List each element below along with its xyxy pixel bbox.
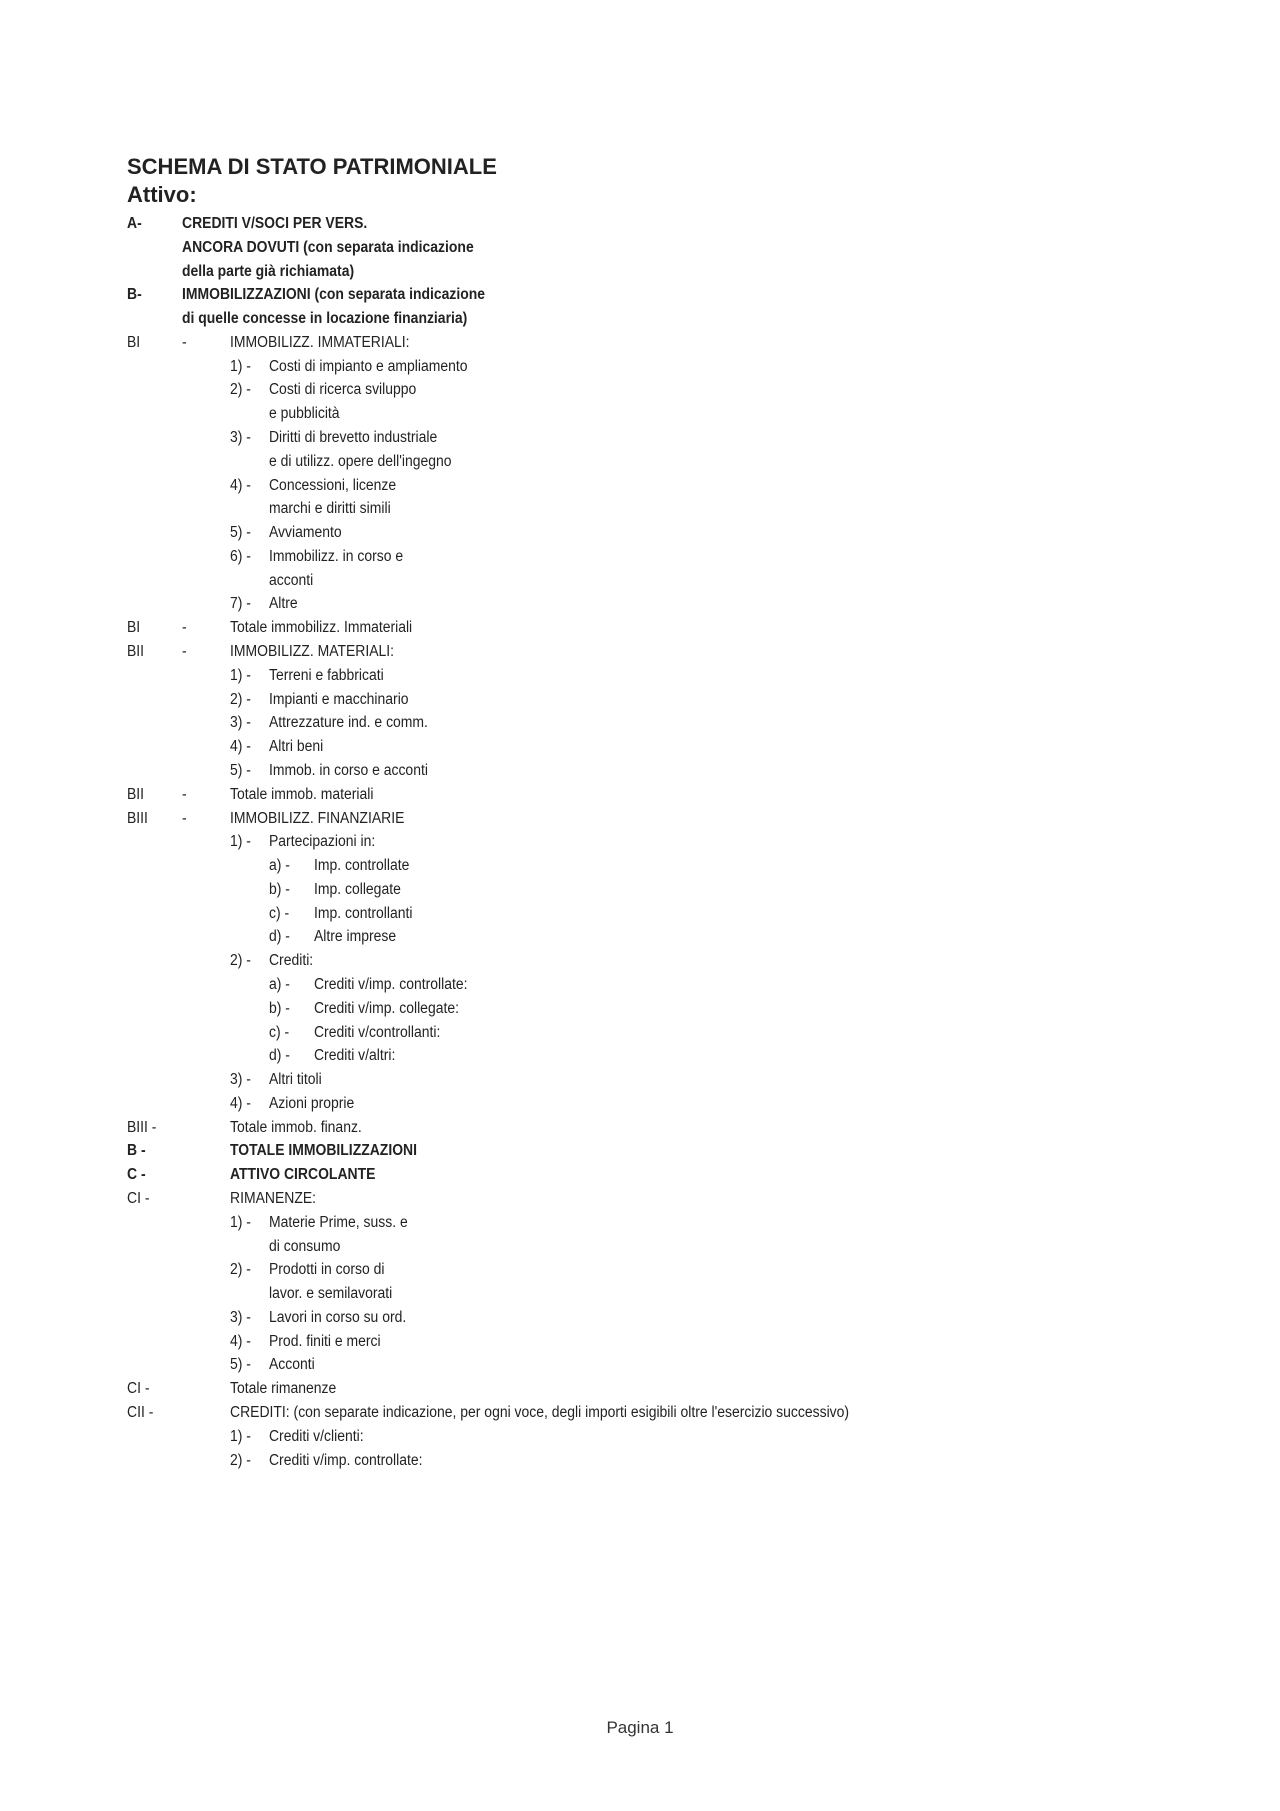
item-label: CREDITI: (con separate indicazione, per ogni voce, degli importi esigibili oltre l'esercizio successivo) [229, 1404, 850, 1421]
outline-line [0, 545, 1152, 569]
item-label: Altre [268, 595, 298, 613]
item-label: IMMOBILIZZ. MATERIALI: [229, 643, 395, 661]
item-number: 1) - [229, 1427, 251, 1445]
item-label: ANCORA DOVUTI (con separata indicazione [181, 238, 474, 256]
outline-line [0, 973, 1152, 997]
item-number: 3) - [229, 1308, 251, 1326]
item-label: IMMOBILIZZAZIONI (con separata indicazione [181, 286, 486, 304]
section-code: B- [126, 286, 142, 304]
item-label: Crediti v/clienti: [268, 1427, 364, 1445]
outline-line [0, 711, 1152, 735]
item-label: Totale rimanenze [229, 1380, 337, 1398]
outline-line [0, 378, 1152, 402]
item-number: 1) - [229, 357, 251, 375]
item-label: Partecipazioni in: [268, 833, 376, 851]
section-code: B - [126, 1142, 146, 1160]
item-number: 1) - [229, 666, 251, 684]
section-code: BI [126, 619, 141, 637]
item-label: CREDITI V/SOCI PER VERS. [181, 215, 368, 232]
section-code: CI - [126, 1189, 150, 1207]
outline-line [0, 1235, 1152, 1259]
item-number: 5) - [229, 524, 251, 542]
page-number: Pagina 1 [606, 1718, 674, 1737]
item-label: Diritti di brevetto industriale [268, 429, 438, 447]
item-label: Crediti v/imp. collegate: [313, 999, 459, 1017]
outline-line [0, 1187, 1152, 1211]
outline-line [0, 426, 1152, 450]
item-label: Concessioni, licenze [268, 476, 397, 494]
item-label: Totale immobilizz. Immateriali [229, 619, 413, 637]
item-label: Costi di impianto e ampliamento [268, 357, 468, 375]
item-label: marchi e diritti simili [268, 500, 391, 518]
outline-line [0, 1401, 1152, 1425]
item-label: IMMOBILIZZ. FINANZIARIE [229, 809, 405, 827]
item-label: Altri beni [268, 738, 324, 756]
outline-line [0, 1330, 1152, 1354]
outline-line [0, 1258, 1152, 1282]
outline-line [0, 616, 1152, 640]
item-label: Terreni e fabbricati [268, 666, 384, 684]
item-label: TOTALE IMMOBILIZZAZIONI [229, 1142, 418, 1160]
item-label: Crediti v/altri: [313, 1047, 396, 1065]
separator: - [181, 785, 187, 803]
item-number: c) - [268, 1023, 290, 1041]
item-label: Materie Prime, suss. e [268, 1213, 408, 1231]
outline-line [0, 236, 1152, 260]
outline-line [0, 497, 1152, 521]
item-number: 4) - [229, 1332, 251, 1350]
item-label: Immob. in corso e acconti [268, 761, 428, 779]
item-number: 3) - [229, 1071, 251, 1089]
section-code: BI [126, 333, 141, 351]
outline-line [0, 902, 1152, 926]
item-label: lavor. e semilavorati [268, 1285, 393, 1303]
item-number: 6) - [229, 547, 251, 565]
item-number: b) - [268, 880, 290, 898]
item-label: Azioni proprie [268, 1094, 355, 1112]
outline-line [0, 640, 1152, 664]
outline-line [0, 664, 1152, 688]
outline-line [0, 1021, 1152, 1045]
outline-line [0, 1044, 1152, 1068]
item-number: a) - [268, 857, 290, 875]
outline-line [0, 1211, 1152, 1235]
item-number: d) - [268, 1047, 290, 1065]
item-number: 2) - [229, 381, 251, 399]
outline-line [0, 402, 1152, 426]
outline-line [0, 854, 1152, 878]
outline-line [0, 450, 1152, 474]
outline-line [0, 878, 1152, 902]
separator: - [181, 619, 187, 637]
item-number: 2) - [229, 1261, 251, 1279]
page-title: SCHEMA DI STATO PATRIMONIALE [127, 154, 497, 179]
item-label: Altri titoli [268, 1071, 322, 1089]
section-code: A- [126, 215, 142, 232]
outline-line [0, 783, 1152, 807]
item-label: di quelle concesse in locazione finanziaria) [181, 310, 468, 328]
outline-line [0, 569, 1152, 593]
item-label: Prodotti in corso di [268, 1261, 385, 1279]
item-label: RIMANENZE: [229, 1189, 317, 1207]
section-code: BIII [126, 809, 148, 827]
outline-line [0, 260, 1152, 284]
item-label: IMMOBILIZZ. IMMATERIALI: [229, 333, 410, 351]
section-code: BIII - [126, 1118, 157, 1136]
separator: - [181, 333, 187, 351]
item-number: 5) - [229, 1356, 251, 1374]
item-label: Imp. controllanti [313, 904, 413, 922]
outline-line [0, 1282, 1152, 1306]
outline-line [0, 1377, 1152, 1401]
outline-line [0, 759, 1152, 783]
item-label: Altre imprese [313, 928, 397, 946]
item-label: Imp. collegate [313, 880, 401, 898]
outline-line [0, 331, 1152, 355]
section-code: BII [126, 785, 145, 803]
item-label: Totale immob. materiali [229, 785, 374, 803]
item-number: 4) - [229, 476, 251, 494]
outline-line [0, 212, 1152, 236]
outline-line [0, 355, 1152, 379]
outline-line [0, 925, 1152, 949]
separator: - [181, 643, 187, 661]
section-code: C - [126, 1166, 146, 1184]
item-label: e pubblicità [268, 405, 340, 423]
section-code: CI - [126, 1380, 150, 1398]
item-label: Immobilizz. in corso e [268, 547, 404, 565]
item-label: Attrezzature ind. e comm. [268, 714, 428, 732]
outline-line [0, 807, 1152, 831]
item-label: Costi di ricerca sviluppo [268, 381, 417, 399]
outline-line [0, 830, 1152, 854]
outline-line [0, 474, 1152, 498]
item-number: c) - [268, 904, 290, 922]
item-number: 3) - [229, 429, 251, 447]
outline-line [0, 949, 1152, 973]
outline-line [0, 735, 1152, 759]
outline-line [0, 1306, 1152, 1330]
item-number: 1) - [229, 1213, 251, 1231]
item-label: di consumo [268, 1237, 341, 1255]
item-label: acconti [268, 571, 314, 589]
item-label: Totale immob. finanz. [229, 1118, 362, 1136]
item-label: ATTIVO CIRCOLANTE [229, 1166, 376, 1184]
item-number: 4) - [229, 738, 251, 756]
item-number: 5) - [229, 761, 251, 779]
item-label: Avviamento [268, 524, 342, 542]
outline-line [0, 1353, 1152, 1377]
item-label: della parte già richiamata) [181, 262, 355, 280]
item-number: 1) - [229, 833, 251, 851]
item-number: 2) - [229, 1451, 251, 1469]
item-label: Crediti v/controllanti: [313, 1023, 441, 1041]
item-number: d) - [268, 928, 290, 946]
item-label: Crediti: [268, 952, 314, 970]
outline-line [0, 307, 1152, 331]
item-label: e di utilizz. opere dell'ingegno [268, 452, 452, 470]
item-number: 2) - [229, 952, 251, 970]
section-code: CII - [126, 1404, 154, 1421]
outline-line [0, 283, 1152, 307]
outline-line [0, 1068, 1152, 1092]
item-label: Prod. finiti e merci [268, 1332, 381, 1350]
item-label: Impianti e macchinario [268, 690, 409, 708]
item-number: 2) - [229, 690, 251, 708]
outline-line [0, 1163, 1152, 1187]
outline-line [0, 1449, 1152, 1473]
outline-line [0, 1092, 1152, 1116]
item-label: Crediti v/imp. controllate: [313, 975, 468, 993]
outline-line [0, 521, 1152, 545]
item-label: Imp. controllate [313, 857, 410, 875]
section-code: BII [126, 643, 145, 661]
outline-line [0, 592, 1152, 616]
item-label: Acconti [268, 1356, 315, 1374]
item-number: a) - [268, 975, 290, 993]
outline-line [0, 1425, 1152, 1449]
outline-line [0, 997, 1152, 1021]
section-heading: Attivo: [127, 182, 197, 207]
item-number: 3) - [229, 714, 251, 732]
item-label: Crediti v/imp. controllate: [268, 1451, 423, 1469]
outline-line [0, 1139, 1152, 1163]
separator: - [181, 809, 187, 827]
item-number: 4) - [229, 1094, 251, 1112]
item-number: b) - [268, 999, 290, 1017]
item-number: 7) - [229, 595, 251, 613]
outline-line [0, 1116, 1152, 1140]
item-label: Lavori in corso su ord. [268, 1308, 407, 1326]
outline-line [0, 688, 1152, 712]
